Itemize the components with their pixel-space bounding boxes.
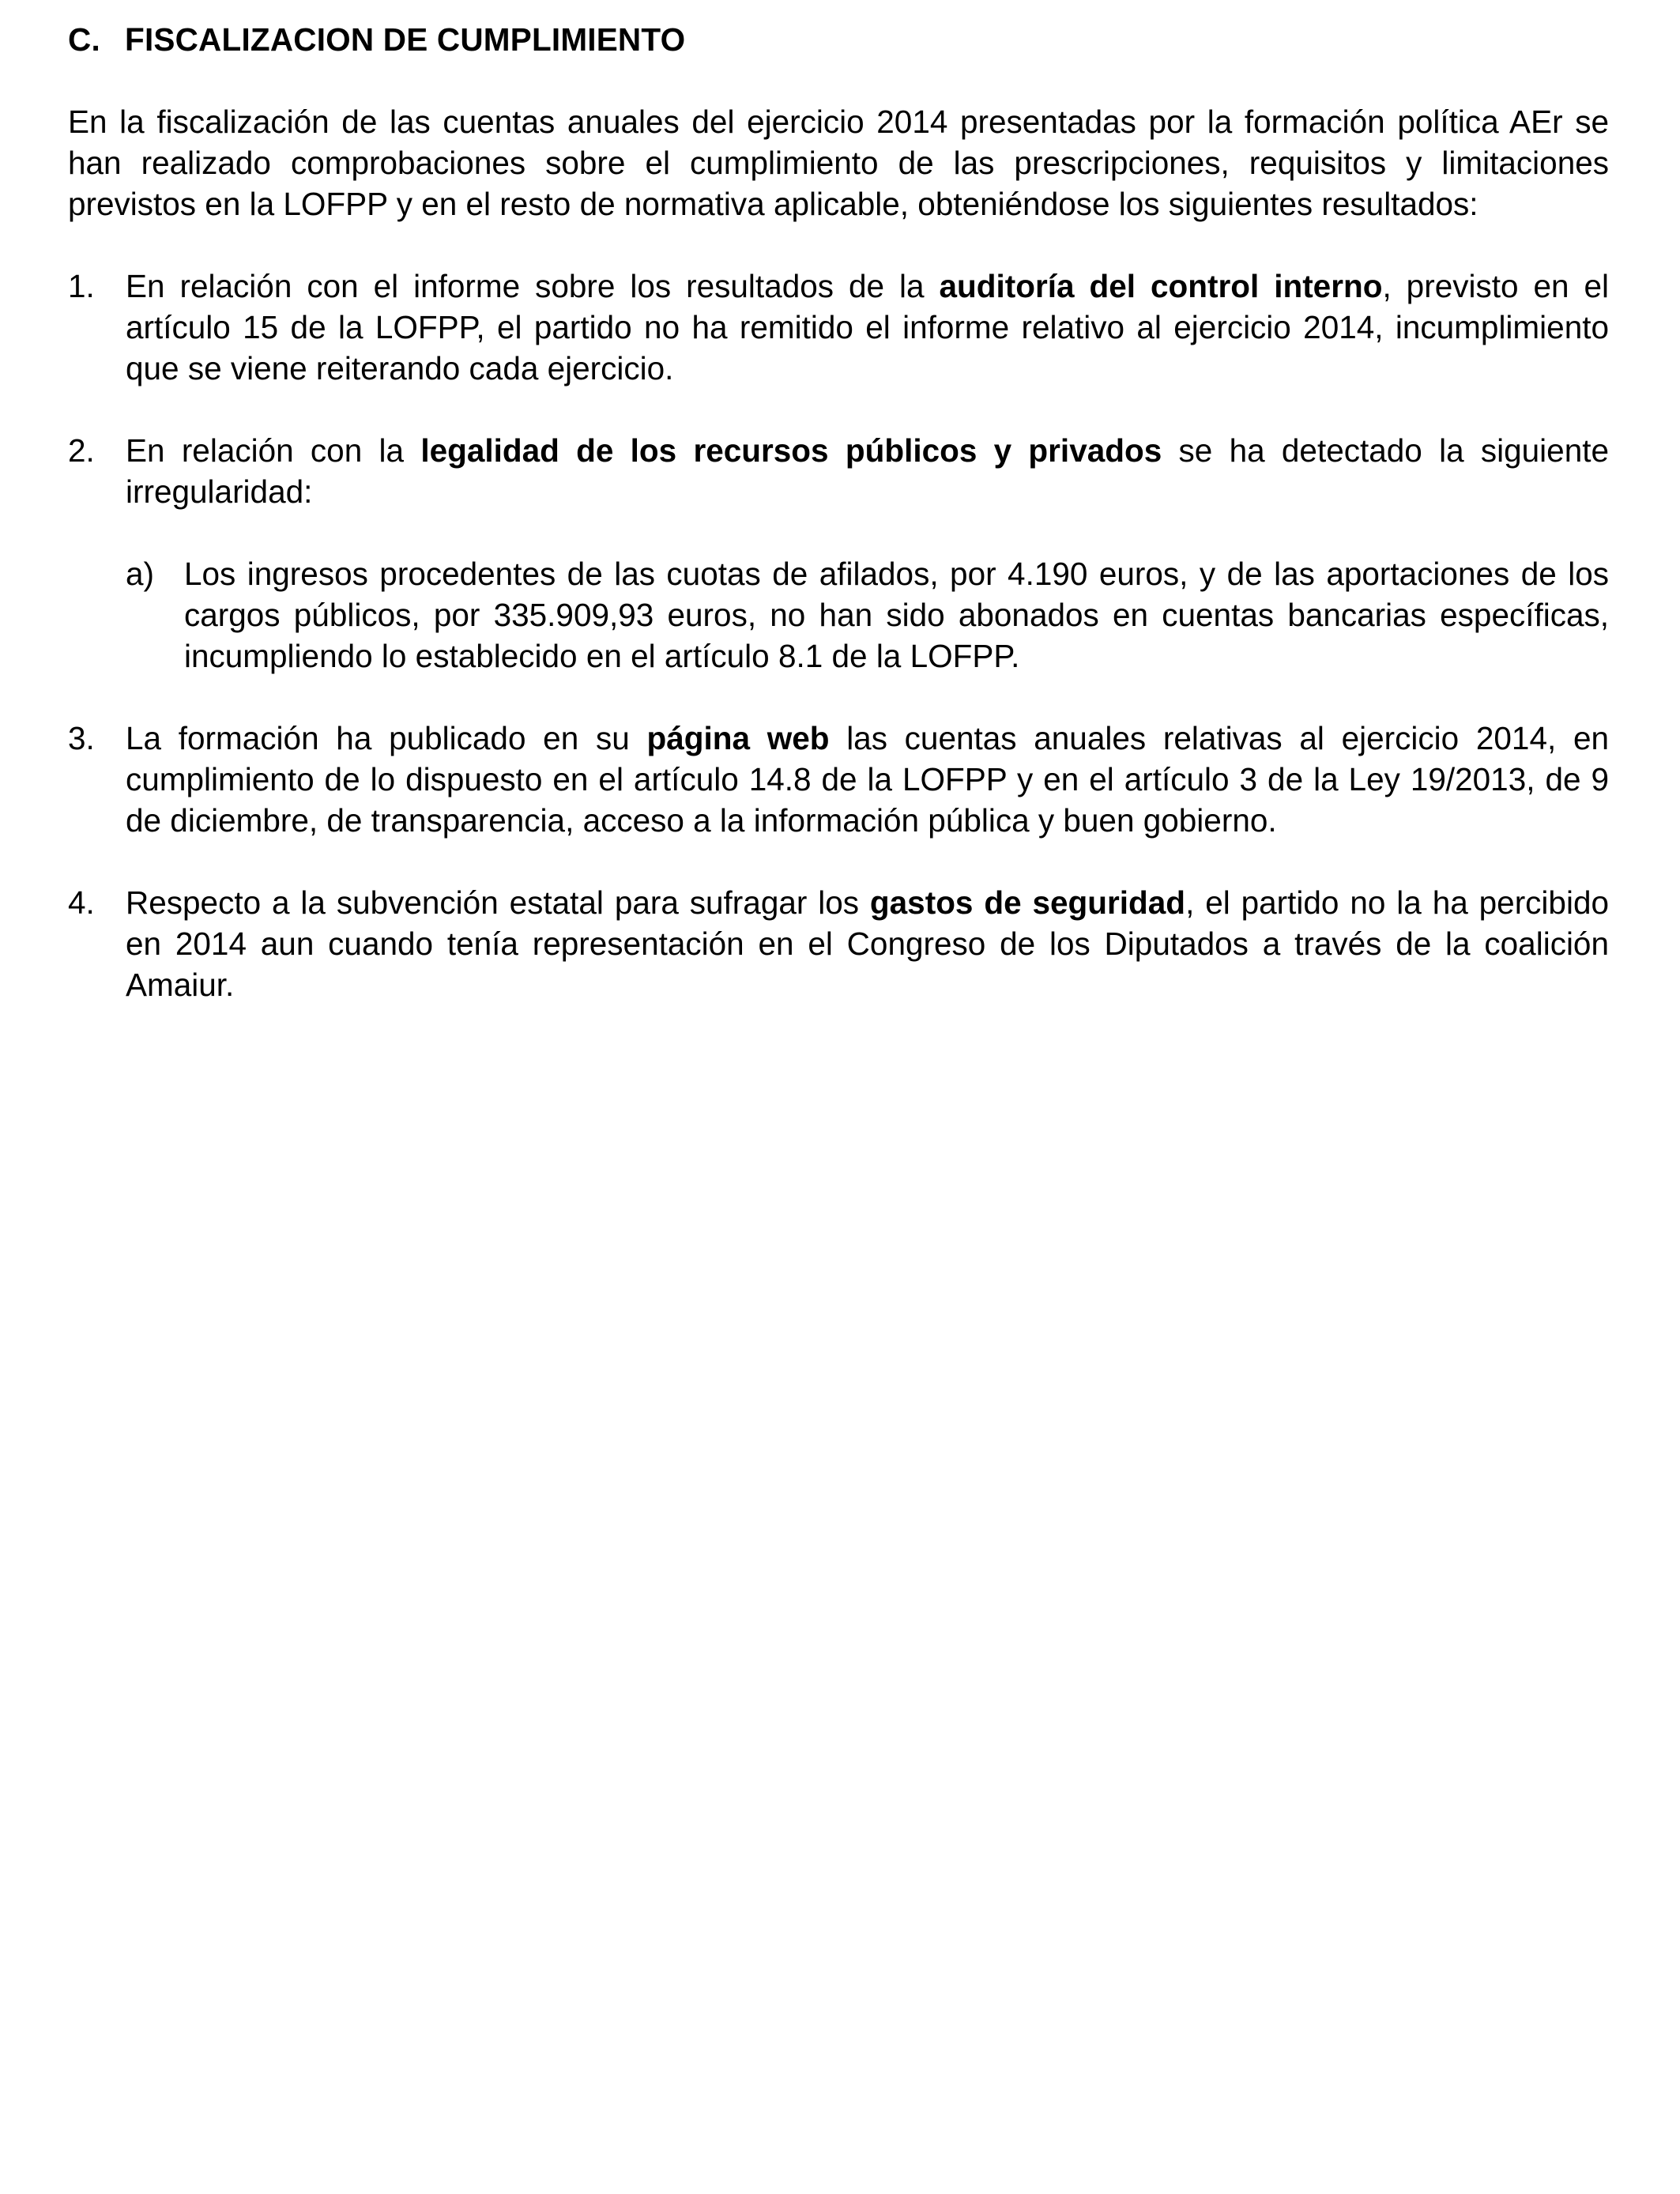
intro-paragraph: En la fiscalización de las cuentas anuales del ejercicio 2014 presentadas por la formación política AEr se han realizado comprobaciones sobre el cumplimiento de las prescripciones, requisitos y limitaciones previstos en la LOFPP y en el resto de normativa aplicable, obteniéndose los siguientes resultados: <box>68 104 1609 222</box>
finding-subitem-a <box>126 553 1609 677</box>
item-text-bold: auditoría del control interno <box>939 268 1383 304</box>
document-page <box>68 19 1609 1005</box>
item-text-before: Respecto a la subvención estatal para sufragar los <box>126 884 870 921</box>
item-number: 3. <box>68 720 95 756</box>
item-number: 2. <box>68 432 95 469</box>
item-text-before: La formación ha publicado en su <box>126 720 647 756</box>
subitem-letter: a) <box>126 556 155 592</box>
finding-item-4 <box>68 882 1609 1005</box>
section-title: FISCALIZACION DE CUMPLIMIENTO <box>125 21 686 58</box>
item-text-after: se ha detectado la siguiente irregularidad: <box>126 432 1610 510</box>
item-number: 4. <box>68 884 95 921</box>
item-number: 1. <box>68 268 95 304</box>
item-text-before: En relación con el informe sobre los resultados de la <box>126 268 940 304</box>
finding-item-1 <box>68 266 1609 389</box>
item-text-bold: gastos de seguridad <box>869 884 1186 921</box>
item-text-bold: legalidad de los recursos públicos y privados <box>420 432 1162 469</box>
subitem-text: Los ingresos procedentes de las cuotas de afilados, por 4.190 euros, y de las aportaciones de los cargos públicos, por 335.909,93 euros, no han sido abonados en cuentas bancarias específicas, incumpliendo lo establecido en el artículo 8.1 de la LOFPP. <box>184 556 1609 674</box>
item-text-after: las cuentas anuales relativas al ejercicio 2014, en cumplimiento de lo dispuesto en el artículo 14.8 de la LOFPP y en el artículo 3 de la Ley 19/2013, de 9 de diciembre, de transparencia, acceso a la información pública y buen gobierno. <box>126 720 1609 839</box>
item-text-bold: página web <box>646 720 830 756</box>
finding-item-2 <box>68 430 1609 677</box>
section-heading <box>68 19 1609 60</box>
item-text-after: , el partido no la ha percibido en 2014 aun cuando tenía representación en el Congreso de los Diputados a través de la coalición Amaiur. <box>126 884 1609 1003</box>
section-letter: C. <box>68 21 100 58</box>
finding-item-3 <box>68 718 1609 841</box>
item-text-after: , previsto en el artículo 15 de la LOFPP, el partido no ha remitido el informe relativo al ejercicio 2014, incumplimiento que se viene reiterando cada ejercicio. <box>126 268 1610 386</box>
item-text-before: En relación con la <box>126 432 421 469</box>
